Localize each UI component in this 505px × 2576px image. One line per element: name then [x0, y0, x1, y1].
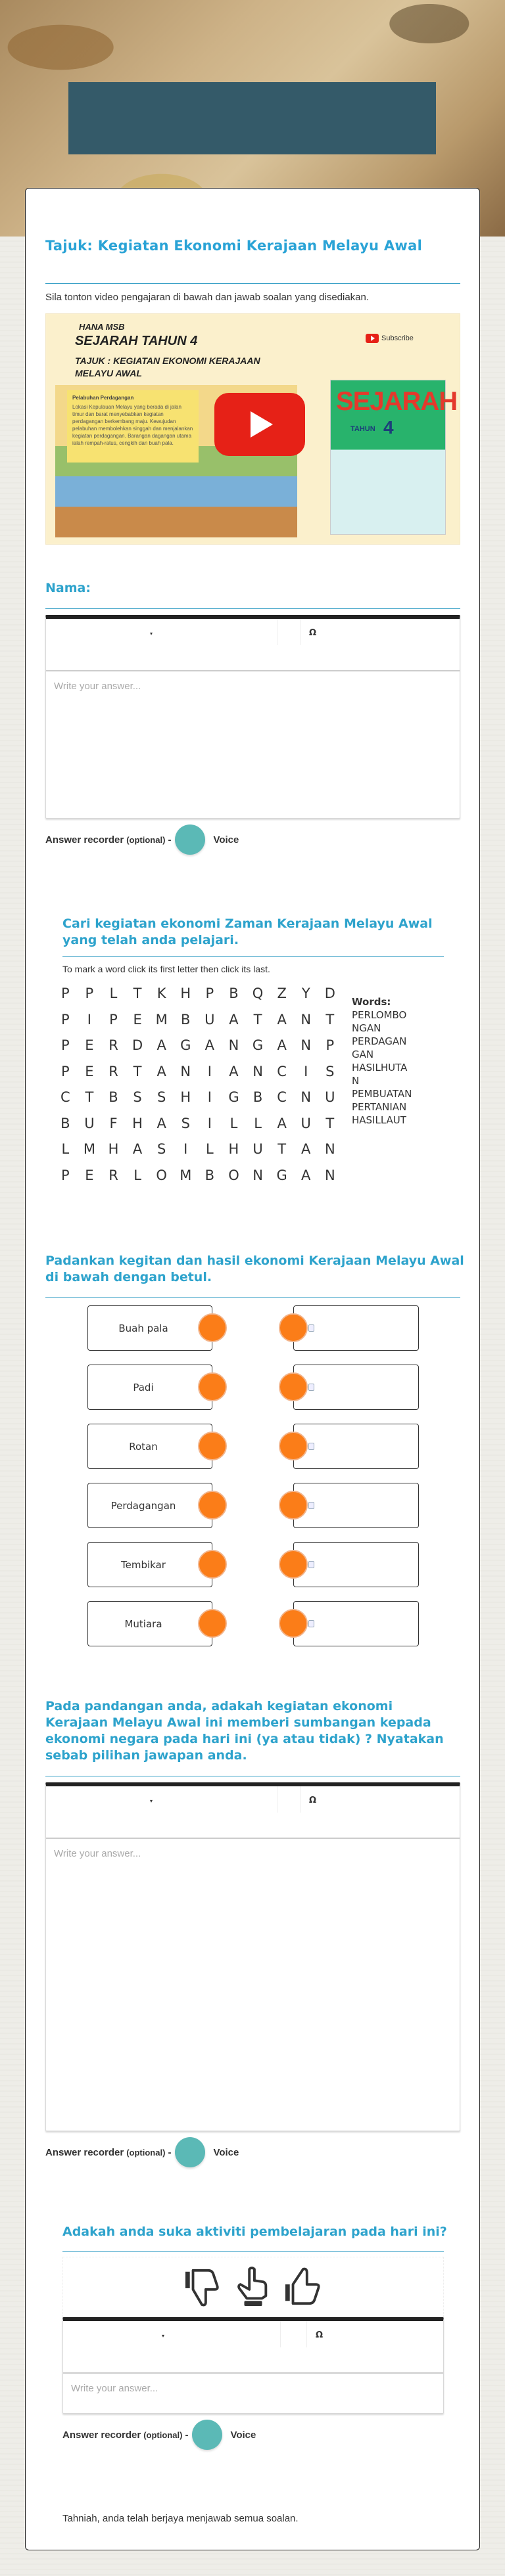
word-search-cell[interactable]: B — [108, 1089, 118, 1105]
word-list-item: PERTANIAN — [352, 1101, 407, 1113]
word-search-cell[interactable]: B — [181, 1011, 191, 1028]
word-search-grid[interactable] — [53, 981, 342, 1188]
voice-label: Voice — [213, 834, 239, 846]
word-search-cell[interactable]: N — [324, 1141, 335, 1157]
word-search-cell[interactable]: L — [109, 985, 118, 1001]
word-search-cell[interactable]: B — [204, 1167, 215, 1183]
question-1-divider — [45, 608, 460, 609]
match-left-connector[interactable] — [198, 1550, 227, 1579]
word-search-cell[interactable]: S — [133, 1089, 142, 1105]
match-row — [87, 1542, 423, 1587]
word-search-cell[interactable]: L — [229, 1115, 238, 1131]
word-search-cell[interactable]: E — [85, 1167, 94, 1183]
word-search-cell[interactable]: S — [181, 1115, 190, 1131]
video-channel: HANA MSB — [79, 322, 125, 332]
match-left-connector[interactable] — [198, 1432, 227, 1460]
word-search-cell[interactable]: T — [325, 1115, 335, 1131]
word-search-cell[interactable]: M — [180, 1167, 192, 1183]
word-search-cell[interactable]: L — [206, 1141, 214, 1157]
match-left-item: Mutiara — [87, 1601, 212, 1646]
match-row — [87, 1483, 423, 1528]
question-5-editor — [62, 2317, 444, 2414]
question-3-heading: Padankan kegitan dan hasil ekonomi Kerajaan Melayu Awal di bawah dengan betul. — [45, 1254, 464, 1284]
word-search-cell[interactable]: A — [277, 1037, 287, 1053]
match-row — [87, 1601, 423, 1646]
word-search-cell[interactable]: K — [156, 985, 166, 1001]
broken-image-icon — [308, 1443, 314, 1450]
question-5-heading: Adakah anda suka aktiviti pembelajaran pada hari ini? — [62, 2225, 447, 2239]
voice-record-button[interactable] — [175, 825, 205, 855]
word-search-cell[interactable]: L — [254, 1115, 262, 1131]
word-search-cell[interactable]: A — [156, 1115, 166, 1131]
word-list-item: PEMBUATAN — [352, 1088, 412, 1100]
word-search-cell[interactable]: C — [277, 1063, 287, 1079]
broken-image-icon — [308, 1502, 314, 1509]
question-2-heading: Cari kegiatan ekonomi Zaman Kerajaan Melayu Awal yang telah anda pelajari. — [62, 916, 433, 947]
video-heading: SEJARAH TAHUN 4 — [75, 334, 198, 348]
word-search-cell[interactable]: P — [205, 985, 214, 1001]
question-4-answer-input[interactable] — [46, 1839, 460, 2128]
word-search-cell[interactable]: N — [228, 1037, 239, 1053]
word-search-cell[interactable]: G — [180, 1037, 191, 1053]
word-search-cell[interactable]: P — [60, 1037, 70, 1053]
word-search-cell[interactable]: N — [252, 1167, 263, 1183]
word-search-cell[interactable]: A — [156, 1037, 166, 1053]
thumbs-down-icon[interactable] — [184, 2267, 222, 2307]
word-search-cell[interactable]: O — [156, 1167, 167, 1183]
word-search-cell[interactable]: P — [109, 1011, 118, 1028]
broken-image-icon — [308, 1561, 314, 1568]
rating-options — [62, 2257, 444, 2317]
question-1-answer-input[interactable] — [46, 671, 460, 815]
question-1-recorder: Answer recorder (optional) - Voice — [45, 825, 239, 855]
worksheet-title: Tajuk: Kegiatan Ekonomi Kerajaan Melayu Awal — [45, 238, 423, 254]
word-search-cell[interactable]: S — [157, 1089, 166, 1105]
word-search-cell[interactable]: M — [83, 1141, 95, 1157]
word-search-cell[interactable]: I — [304, 1063, 308, 1079]
format-dropdown-chevron-icon[interactable]: ▾ — [162, 2333, 165, 2339]
editor-toolbar — [63, 2321, 443, 2374]
editor-toolbar — [46, 619, 460, 671]
word-search-cell[interactable]: S — [157, 1141, 166, 1157]
broken-image-icon — [308, 1384, 314, 1391]
word-search-cell[interactable]: F — [109, 1115, 118, 1131]
word-search-cell[interactable]: A — [277, 1115, 287, 1131]
match-left-item: Rotan — [87, 1424, 212, 1469]
word-search-cell[interactable]: I — [207, 1115, 212, 1131]
match-left-item: Perdagangan — [87, 1483, 212, 1528]
word-search-cell[interactable]: A — [277, 1011, 287, 1028]
question-5-recorder: Answer recorder (optional) - Voice — [62, 2420, 256, 2450]
match-right-connector[interactable] — [279, 1609, 308, 1638]
word-search-cell[interactable]: A — [229, 1011, 239, 1028]
word-search-cell[interactable]: G — [252, 1037, 264, 1053]
word-search-cell[interactable]: L — [61, 1141, 70, 1157]
match-left-item: Tembikar — [87, 1542, 212, 1587]
match-left-item: Buah pala — [87, 1305, 212, 1351]
word-list-item: HASILHUTAN — [352, 1062, 408, 1087]
word-search-cell[interactable]: R — [108, 1167, 118, 1183]
word-search-cell[interactable]: T — [325, 1011, 335, 1028]
match-left-item: Padi — [87, 1365, 212, 1410]
word-search-cell[interactable]: B — [252, 1089, 263, 1105]
word-search-cell[interactable]: E — [85, 1037, 94, 1053]
word-search-cell[interactable]: A — [204, 1037, 215, 1053]
word-search-cell[interactable]: B — [229, 985, 239, 1001]
special-character-icon[interactable]: Ω — [309, 1796, 317, 1805]
word-search-cell[interactable]: P — [325, 1037, 335, 1053]
match-left-connector[interactable] — [198, 1372, 227, 1401]
word-search-cell[interactable]: U — [301, 1115, 311, 1131]
word-search-cell[interactable]: N — [301, 1089, 312, 1105]
word-search-cell[interactable]: S — [325, 1063, 335, 1079]
word-search-cell[interactable]: G — [228, 1089, 239, 1105]
word-search-cell[interactable]: D — [132, 1037, 143, 1053]
word-search-cell[interactable]: C — [60, 1089, 70, 1105]
voice-record-button[interactable] — [175, 2137, 205, 2167]
word-list — [352, 995, 412, 1127]
word-search-cell[interactable]: T — [277, 1141, 287, 1157]
word-search-cell[interactable]: Q — [252, 985, 264, 1001]
question-5-divider — [62, 2251, 444, 2252]
match-left-connector[interactable] — [198, 1491, 227, 1520]
word-search-cell[interactable]: I — [183, 1141, 188, 1157]
match-right-connector[interactable] — [279, 1313, 308, 1342]
word-search-cell[interactable]: E — [133, 1011, 142, 1028]
youtube-icon — [366, 334, 379, 343]
word-search-cell[interactable]: I — [87, 1011, 91, 1028]
word-search-cell[interactable]: R — [108, 1063, 118, 1079]
question-5-answer-input[interactable] — [63, 2374, 443, 2410]
word-list-item: HASILLAUT — [352, 1114, 406, 1126]
video-embed[interactable] — [45, 313, 460, 545]
video-note: Pelabuhan Perdagangan Lokasi Kepulauan Melayu yang berada di jalan timur dan barat menyebabkan kegiatan perdagangan berkembang maju. Kewujudan pelabuhan membolehkan singgah dan menjalankan kegiatan perdagangan. Barangan dagangan utama ialah rempah-ratus, cengkih dan buah pala. — [67, 390, 199, 463]
special-character-icon[interactable]: Ω — [316, 2330, 324, 2340]
match-right-connector[interactable] — [279, 1432, 308, 1460]
word-search-cell[interactable]: U — [204, 1011, 215, 1028]
word-list-heading: Words: — [352, 996, 391, 1008]
word-list-item: PERDAGANGAN — [352, 1035, 407, 1060]
word-search-cell[interactable]: N — [324, 1167, 335, 1183]
word-search-cell[interactable]: P — [60, 1063, 70, 1079]
question-2-divider — [62, 956, 444, 957]
word-search-cell[interactable]: N — [252, 1063, 263, 1079]
word-search-cell[interactable]: P — [60, 985, 70, 1001]
format-dropdown-chevron-icon[interactable]: ▾ — [150, 631, 153, 637]
word-search-cell[interactable]: H — [228, 1141, 239, 1157]
word-search-cell[interactable]: U — [325, 1089, 335, 1105]
match-right-connector[interactable] — [279, 1491, 308, 1520]
word-search-cell[interactable]: P — [60, 1011, 70, 1028]
thumbs-up-icon[interactable] — [284, 2267, 322, 2307]
match-right-connector[interactable] — [279, 1550, 308, 1579]
special-character-icon[interactable]: Ω — [309, 628, 317, 638]
question-1-editor — [45, 615, 460, 819]
word-search-cell[interactable]: U — [84, 1115, 95, 1131]
word-search-cell[interactable]: T — [253, 1011, 262, 1028]
question-4-heading: Pada pandangan anda, adakah kegiatan ekonomi Kerajaan Melayu Awal ini memberi sumbangan kepada ekonomi negara pada hari ini (ya atau tidak) ? Nyatakan sebab pilihan jawapan anda. — [45, 1699, 444, 1763]
word-search-cell[interactable]: I — [207, 1089, 212, 1105]
voice-record-button[interactable] — [192, 2420, 222, 2450]
final-message: Tahniah, anda telah berjaya menjawab semua soalan. — [62, 2513, 299, 2524]
word-search-instruction: To mark a word click its first letter then click its last. — [62, 964, 270, 974]
word-search-cell[interactable]: H — [108, 1141, 119, 1157]
worksheet-card — [25, 188, 480, 2550]
pointing-up-icon[interactable] — [234, 2267, 272, 2307]
question-3-divider — [45, 1297, 460, 1298]
word-search-cell[interactable]: T — [133, 1063, 142, 1079]
header-banner — [68, 82, 436, 154]
word-search-cell[interactable]: Z — [277, 985, 287, 1001]
word-search-cell[interactable]: N — [180, 1063, 191, 1079]
word-search-cell[interactable]: U — [252, 1141, 263, 1157]
question-4-editor — [45, 1782, 460, 2131]
word-search-cell[interactable]: O — [228, 1167, 239, 1183]
word-search-cell[interactable]: P — [60, 1167, 70, 1183]
word-search-cell[interactable]: E — [85, 1063, 94, 1079]
intro-text: Sila tonton video pengajaran di bawah dan jawab soalan yang disediakan. — [45, 292, 370, 303]
voice-label: Voice — [213, 2146, 239, 2158]
word-search-cell[interactable]: A — [301, 1141, 311, 1157]
book-cover: SEJARAH TAHUN 4 — [330, 380, 446, 535]
match-left-connector[interactable] — [198, 1313, 227, 1342]
broken-image-icon — [308, 1324, 314, 1332]
word-search-cell[interactable]: L — [133, 1167, 141, 1183]
match-row — [87, 1424, 423, 1469]
word-search-cell[interactable]: A — [301, 1167, 311, 1183]
word-search-cell[interactable]: Y — [301, 985, 310, 1001]
match-row — [87, 1365, 423, 1410]
word-search-cell[interactable]: R — [108, 1037, 118, 1053]
word-search-cell[interactable]: A — [132, 1141, 143, 1157]
voice-label: Voice — [230, 2429, 256, 2441]
word-search-cell[interactable]: A — [229, 1063, 239, 1079]
question-1-heading: Nama: — [45, 581, 91, 595]
word-search-cell[interactable]: D — [324, 985, 335, 1001]
match-right-connector[interactable] — [279, 1372, 308, 1401]
question-4-recorder: Answer recorder (optional) - Voice — [45, 2137, 239, 2167]
word-search-cell[interactable]: T — [133, 985, 142, 1001]
word-search-cell[interactable]: I — [207, 1063, 212, 1079]
word-search-cell[interactable]: B — [60, 1115, 70, 1131]
word-search-cell[interactable]: P — [85, 985, 94, 1001]
title-divider — [45, 283, 460, 284]
word-search-cell[interactable]: G — [276, 1167, 287, 1183]
youtube-play-icon[interactable] — [214, 393, 305, 456]
video-subtitle: TAJUK : KEGIATAN EKONOMI KERAJAAN MELAYU AWAL — [75, 355, 260, 378]
word-search-cell[interactable]: H — [180, 985, 191, 1001]
match-left-connector[interactable] — [198, 1609, 227, 1638]
format-dropdown-chevron-icon[interactable]: ▾ — [150, 1798, 153, 1804]
word-search-cell[interactable]: N — [301, 1011, 312, 1028]
editor-toolbar — [46, 1786, 460, 1839]
word-search-cell[interactable]: N — [301, 1037, 312, 1053]
word-list-item: PERLOMBONGAN — [352, 1009, 407, 1034]
word-search-cell[interactable]: A — [156, 1063, 166, 1079]
subscribe-badge: Subscribe — [366, 334, 414, 343]
match-row — [87, 1305, 423, 1351]
broken-image-icon — [308, 1620, 314, 1627]
word-search-cell[interactable]: H — [180, 1089, 191, 1105]
word-search-cell[interactable]: H — [132, 1115, 143, 1131]
word-search-cell[interactable]: C — [277, 1089, 287, 1105]
word-search-cell[interactable]: T — [85, 1089, 94, 1105]
word-search-cell[interactable]: M — [155, 1011, 168, 1028]
